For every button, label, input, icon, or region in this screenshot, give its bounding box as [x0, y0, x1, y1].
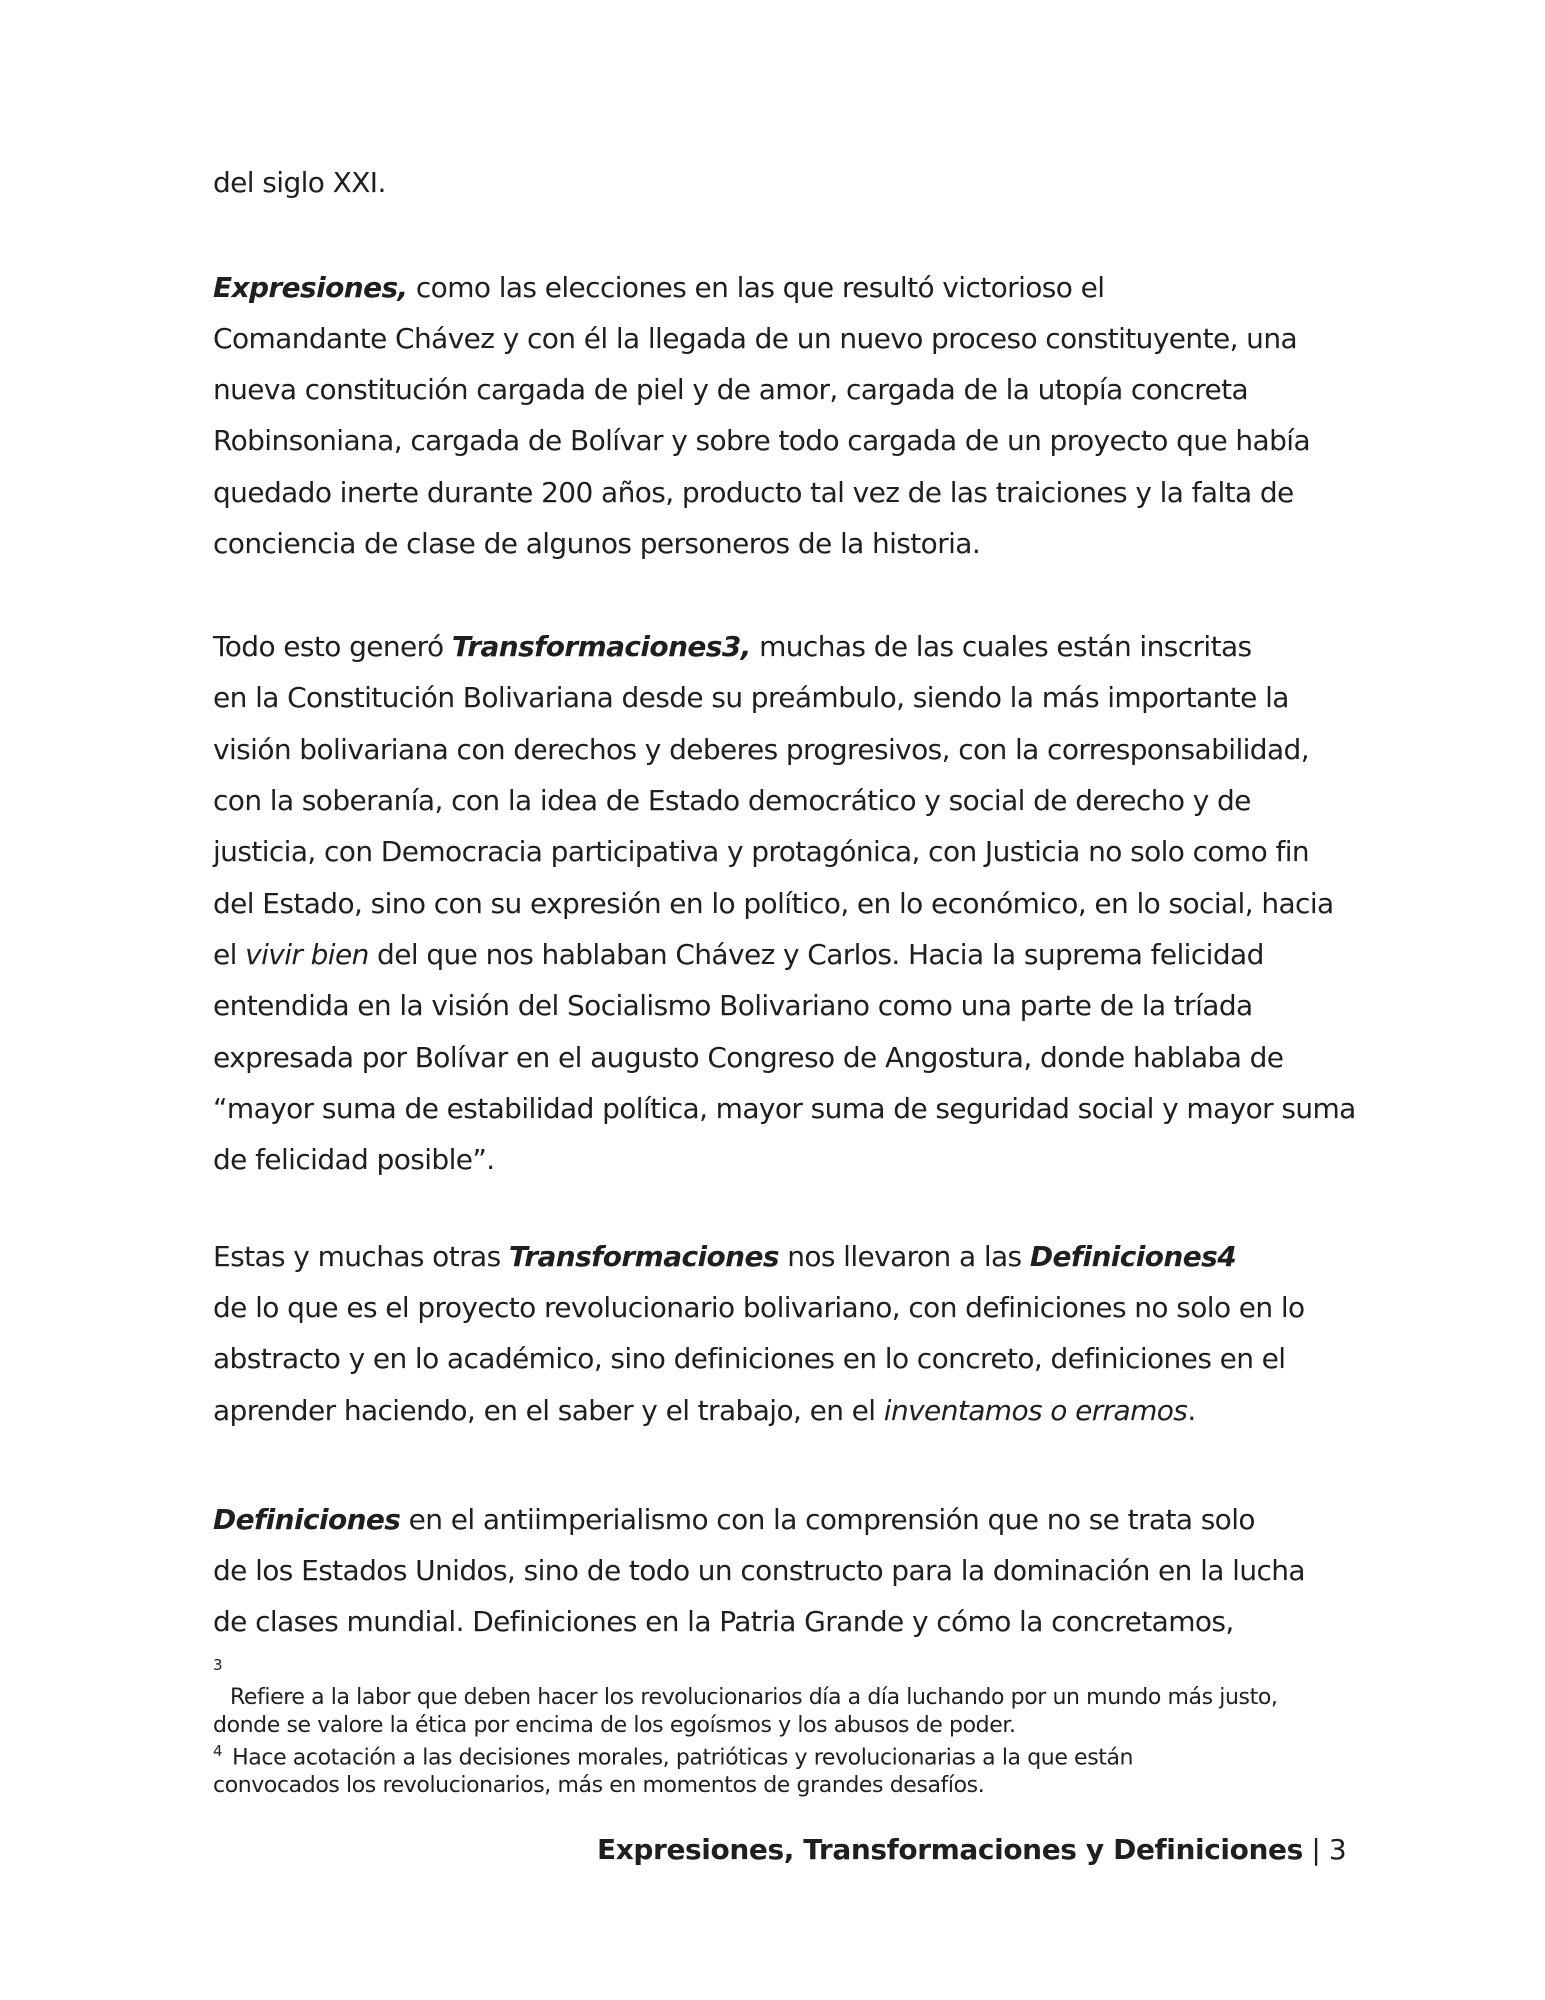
paragraph-line: del siglo XXI. [213, 166, 386, 199]
footer-title: Expresiones, Transformaciones y Definiciones [597, 1833, 1303, 1866]
paragraph-line: Robinsoniana, cargada de Bolívar y sobre todo cargada de un proyecto que había [213, 424, 1311, 457]
footnote-line: convocados los revolucionarios, más en momentos de grandes desafíos. [213, 1773, 985, 1798]
paragraph-line: entendida en la visión del Socialismo Bolivariano como una parte de la tríada [213, 989, 1253, 1022]
paragraph-line: de felicidad posible”. [213, 1143, 495, 1176]
paragraph-line [213, 268, 1104, 308]
footnote-line: Refiere a la labor que deben hacer los revolucionarios día a día luchando por un mundo más justo, [230, 1685, 1278, 1710]
text-run: . [1187, 1394, 1196, 1427]
text-run: Todo esto generó [213, 630, 452, 663]
text-run: aprender haciendo, en el saber y el trabajo, en el [213, 1394, 884, 1427]
paragraph-line: de clases mundial. Definiciones en la Patria Grande y cómo la concretamos, [213, 1605, 1234, 1638]
paragraph-line: justicia, con Democracia participativa y protagónica, con Justicia no solo como fin [213, 835, 1310, 868]
paragraph-line [213, 1500, 1255, 1540]
paragraph-line: del Estado, sino con su expresión en lo político, en lo económico, en lo social, hacia [213, 887, 1334, 920]
paragraph-line: con la soberanía, con la idea de Estado democrático y social de derecho y de [213, 784, 1251, 817]
lead-term: Expresiones, [213, 271, 408, 304]
paragraph-line [213, 935, 1264, 975]
paragraph-line [213, 1237, 1236, 1277]
footnote-marker: 3 [213, 1656, 223, 1674]
page-number: 3 [1328, 1833, 1347, 1866]
paragraph-line: conciencia de clase de algunos personeros de la historia. [213, 527, 981, 560]
footer-separator: | [1302, 1833, 1329, 1866]
paragraph-line: “mayor suma de estabilidad política, mayor suma de seguridad social y mayor suma [213, 1092, 1356, 1125]
lead-term: Definiciones [213, 1503, 401, 1536]
text-run: en el antiimperialismo con la comprensión que no se trata solo [400, 1503, 1255, 1536]
footnote-text: Hace acotación a las decisiones morales, patrióticas y revolucionarias a la que están [232, 1745, 1134, 1771]
lead-term: Definiciones4 [1029, 1240, 1237, 1273]
paragraph-line: visión bolivariana con derechos y deberes progresivos, con la corresponsabilidad, [213, 733, 1310, 766]
text-run: Estas y muchas otras [213, 1240, 509, 1273]
paragraph-line: abstracto y en lo académico, sino definiciones en lo concreto, definiciones en el [213, 1342, 1286, 1375]
text-run: nos llevaron a las [778, 1240, 1030, 1273]
paragraph-line: de los Estados Unidos, sino de todo un constructo para la dominación en la lucha [213, 1554, 1305, 1587]
lead-term: Transformaciones [508, 1240, 779, 1273]
paragraph-line: expresada por Bolívar en el augusto Congreso de Angostura, donde hablaba de [213, 1041, 1284, 1074]
text-run: muchas de las cuales están inscritas [750, 630, 1252, 663]
paragraph-line [213, 1391, 1196, 1431]
footnote-line [213, 1742, 1133, 1772]
emphasis: inventamos o erramos [883, 1394, 1188, 1427]
paragraph-line: nueva constitución cargada de piel y de amor, cargada de la utopía concreta [213, 373, 1249, 406]
text-run: como las elecciones en las que resultó victorioso el [407, 271, 1105, 304]
document-page [213, 0, 1356, 2000]
footnote-marker: 4 [213, 1742, 223, 1760]
footnote-line: donde se valore la ética por encima de los egoísmos y los abusos de poder. [213, 1713, 1016, 1738]
emphasis: vivir bien [245, 938, 369, 971]
paragraph-line [213, 627, 1252, 667]
lead-term: Transformaciones3, [451, 630, 751, 663]
paragraph-line: en la Constitución Bolivariana desde su preámbulo, siendo la más importante la [213, 681, 1289, 714]
paragraph-line: de lo que es el proyecto revolucionario bolivariano, con definiciones no solo en lo [213, 1291, 1305, 1324]
paragraph-line: quedado inerte durante 200 años, producto tal vez de las traiciones y la falta de [213, 476, 1294, 509]
text-run: el [213, 938, 246, 971]
page-footer [597, 1830, 1346, 1870]
paragraph-line: Comandante Chávez y con él la llegada de un nuevo proceso constituyente, una [213, 322, 1298, 355]
text-run: del que nos hablaban Chávez y Carlos. Hacia la suprema felicidad [368, 938, 1264, 971]
